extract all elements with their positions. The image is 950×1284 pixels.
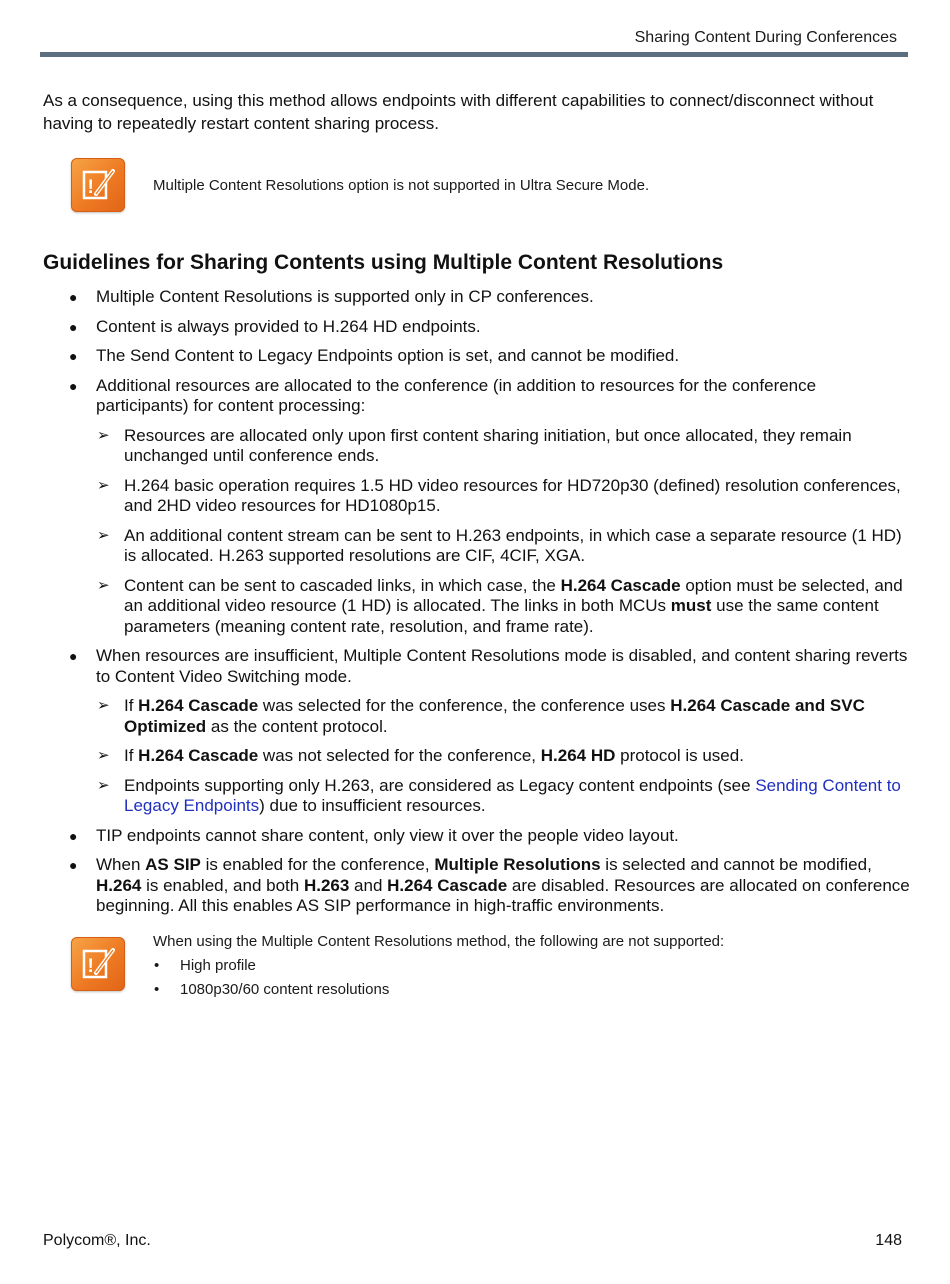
header-divider bbox=[40, 52, 908, 57]
bullet-icon: • bbox=[154, 981, 160, 998]
arrow-bullet-icon: ➢ bbox=[97, 526, 110, 544]
text-run: TIP endpoints cannot share content, only view it over the people video layout. bbox=[96, 825, 679, 845]
list-item-text: 1080p30/60 content resolutions bbox=[180, 981, 390, 998]
bullet-icon: ● bbox=[69, 318, 78, 335]
svg-text:!: ! bbox=[87, 956, 94, 977]
bullet-icon: ● bbox=[69, 648, 78, 664]
sub-item bbox=[0, 576, 910, 638]
text-run: Resources are allocated only upon first content sharing initiation, but once allocated, they remain unchanged until conference ends. bbox=[124, 425, 852, 465]
guideline-item bbox=[0, 346, 950, 367]
sub-list bbox=[96, 696, 910, 817]
bold-term: H.263 bbox=[303, 875, 350, 895]
text-run: are disabled. Resources are allocated on conference beginning. All this enables AS SIP performance in high-traffic environments. bbox=[96, 875, 910, 915]
text-run: as the content protocol. bbox=[206, 716, 388, 736]
sub-item bbox=[0, 426, 910, 467]
text-run: Content is always provided to H.264 HD endpoints. bbox=[96, 316, 481, 336]
bullet-icon: ● bbox=[69, 289, 78, 305]
section-heading: Guidelines for Sharing Contents using Multiple Content Resolutions bbox=[43, 251, 724, 274]
page-number: 148 bbox=[875, 1232, 902, 1249]
cross-reference-link[interactable]: Sending Content to Legacy Endpoints bbox=[124, 775, 901, 815]
note-pencil-icon bbox=[71, 158, 125, 212]
guideline-item bbox=[0, 317, 950, 338]
text-run: is selected and cannot be modified, bbox=[600, 855, 872, 874]
bullet-icon: • bbox=[154, 957, 160, 974]
text-run: Additional resources are allocated to the conference (in addition to resources for the conference participants) for content processing: bbox=[96, 375, 817, 415]
sub-item bbox=[0, 776, 910, 817]
text-run: was selected for the conference, the conference uses bbox=[258, 696, 671, 715]
arrow-bullet-icon: ➢ bbox=[97, 476, 110, 494]
text-run: use the same content parameters (meaning content rate, resolution, and frame rate). bbox=[124, 596, 879, 636]
text-run: protocol is used. bbox=[615, 746, 744, 765]
guideline-item bbox=[0, 376, 950, 638]
guidelines-list bbox=[0, 287, 950, 926]
bold-term: H.264 HD bbox=[540, 746, 616, 765]
text-run: When bbox=[96, 855, 146, 874]
note-unsupported-list bbox=[153, 954, 389, 1002]
sub-item bbox=[0, 746, 910, 767]
running-header-title: Sharing Content During Conferences bbox=[634, 29, 897, 46]
sub-item bbox=[0, 476, 910, 517]
bullet-icon: ● bbox=[69, 827, 78, 844]
text-run: was not selected for the conference, bbox=[258, 746, 541, 765]
bold-term: H.264 Cascade bbox=[387, 875, 508, 895]
bold-term: must bbox=[670, 596, 712, 615]
text-run: Content can be sent to cascaded links, in which case, the bbox=[124, 575, 561, 595]
text-run: If bbox=[124, 696, 139, 715]
text-run: is enabled for the conference, bbox=[200, 855, 435, 874]
text-run: When resources are insufficient, Multiple Content Resolutions mode is disabled, and content sharing reverts to Content Video Switching mode. bbox=[96, 646, 908, 686]
arrow-bullet-icon: ➢ bbox=[97, 776, 110, 794]
text-run: If bbox=[124, 746, 139, 765]
text-run: An additional content stream can be sent to H.263 endpoints, in which case a separate resource (1 HD) is allocated. H.263 supported resolutions are CIF, 4CIF, XGA. bbox=[124, 525, 902, 565]
bold-term: H.264 Cascade bbox=[138, 696, 259, 715]
text-run: and bbox=[349, 875, 388, 895]
sub-list bbox=[96, 426, 910, 638]
text-run: H.264 basic operation requires 1.5 HD video resources for HD720p30 (defined) resolution conferences, and 2HD video resources for HD1080p15. bbox=[124, 475, 901, 515]
arrow-bullet-icon: ➢ bbox=[97, 576, 110, 594]
guideline-item bbox=[0, 826, 950, 847]
note-text: When using the Multiple Content Resolutions method, the following are not supported: bbox=[153, 933, 725, 950]
text-run: The Send Content to Legacy Endpoints option is set, and cannot be modified. bbox=[96, 346, 680, 365]
bullet-icon: ● bbox=[69, 348, 78, 364]
list-item bbox=[153, 978, 389, 1002]
text-run: Endpoints supporting only H.263, are considered as Legacy content endpoints (see bbox=[124, 775, 756, 795]
bullet-icon: ● bbox=[69, 857, 78, 873]
bullet-icon: ● bbox=[69, 377, 78, 394]
arrow-bullet-icon: ➢ bbox=[97, 747, 110, 764]
intro-paragraph: As a consequence, using this method allows endpoints with different capabilities to connect/disconnect without having to repeatedly restart content sharing process. bbox=[43, 91, 874, 133]
bold-term: H.264 Cascade bbox=[138, 746, 259, 765]
text-run: is enabled, and both bbox=[141, 875, 304, 895]
bold-term: Multiple Resolutions bbox=[434, 855, 601, 874]
text-run: option must be selected, and an additional video resource (1 HD) is allocated. The links in both MCUs bbox=[124, 575, 903, 615]
text-run: ) due to insufficient resources. bbox=[259, 796, 486, 815]
bold-term: H.264 Cascade and SVC Optimized bbox=[124, 696, 865, 736]
text-run: Multiple Content Resolutions is supported only in CP conferences. bbox=[96, 287, 594, 306]
guideline-item bbox=[0, 646, 950, 817]
list-item-text: High profile bbox=[180, 957, 256, 974]
arrow-bullet-icon: ➢ bbox=[97, 426, 110, 444]
sub-item bbox=[0, 526, 910, 567]
bold-term: H.264 Cascade bbox=[560, 575, 681, 595]
footer-company: Polycom®, Inc. bbox=[43, 1232, 151, 1249]
bold-term: AS SIP bbox=[145, 855, 201, 874]
arrow-bullet-icon: ➢ bbox=[97, 697, 110, 714]
sub-item bbox=[0, 696, 910, 737]
guideline-item bbox=[0, 855, 950, 917]
svg-text:!: ! bbox=[87, 177, 94, 198]
note-pencil-icon bbox=[71, 937, 125, 991]
guideline-item bbox=[0, 287, 950, 308]
bold-term: H.264 bbox=[96, 875, 142, 895]
list-item bbox=[153, 954, 389, 978]
note-text: Multiple Content Resolutions option is not supported in Ultra Secure Mode. bbox=[153, 177, 650, 194]
